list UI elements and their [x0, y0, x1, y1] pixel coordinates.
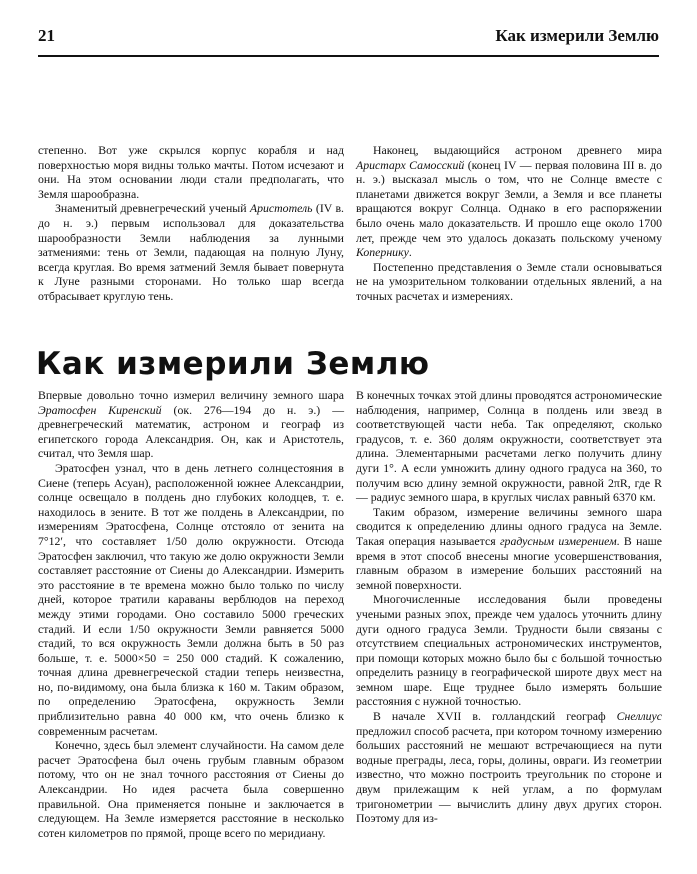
paragraph: В конечных точках этой длины проводятся астрономические наблюдения, например, Солнца в полдень или звезд в соответствующей части неба. Так определяют, сколько градусов, т. е. 360 долям окружности, соответствует эта длина. Элементарными расчетами легко получить длину дуги 1°. А если умножить длину одного градуса на 360, то получим всю длину земной окружности, равной 2πR, где R — радиус земного шара, в круглых числах равный 6370 км. — [356, 388, 662, 505]
bottom-left-column — [38, 388, 344, 840]
text-run: Наконец, выдающийся астроном древнего мира — [373, 143, 662, 157]
paragraph — [38, 201, 344, 303]
text-run: (ок. 276—194 до н. э.) — древнегреческий математик, астроном и географ из египетского города Александрия. Он, как и Аристотель, считал, что Земля шар. — [38, 402, 344, 461]
text-run: . — [408, 245, 412, 260]
term: градусным измерением — [499, 533, 617, 548]
text-run: (IV в. до н. э.) первым использовал для доказательства шарообразности Земли наблюдения за лунными затмениями: тень от Земли, падающая на полную Луну, всегда круглая. Во время затмений Земля бывает повернута к Луне разными сторонами. Но только шар всегда отбрасывает круглую тень. — [38, 201, 344, 303]
paragraph: Эратосфен узнал, что в день летнего солнцестояния в Сиене (теперь Асуан), расположенной южнее Александрии, солнце освещало в полдень дно глубоких колодцев, т. е. находилось в зените. В тот же полдень в Александрии, по измерениям Эратосфена, Солнце отстояло от зенита на 7°12′, что составляет 1/50 долю окружности. Отсюда Эратосфен заключил, что такую же долю окружности Земли составляет расстояние от Сиены до Александрии. Измерить это расстояние в те времена можно было только по числу дней, которое тратили караваны верблюдов на переход между этими городами. Оно составило 5000 греческих стадий. И если 1/50 окружности Земли равняется 5000 стадий, то вся окружность Земли должна быть в 50 раз больше, т. е. 5000×50 = 250 000 стадий. К сожалению, точная длина древнегреческой стадии теперь неизвестна, но, по-видимому, она была близка к 160 м. Таким образом, по определению Эратосфена, окружность Земли приблизительно равна 40 000 км, что очень близко к современным расчетам. — [38, 460, 344, 738]
paragraph — [38, 388, 344, 461]
person-name: Снеллиус — [616, 709, 662, 724]
paragraph — [356, 505, 662, 593]
person-name: Копернику — [356, 245, 409, 260]
person-name: Аристотель — [249, 201, 313, 216]
section-title: Как измерили Землю — [36, 346, 430, 382]
text-run: (конец IV — первая половина III в. до н. э.) высказал мысль о том, что не Солнце вместе с планетами движется вокруг Земли, а Земля и все планеты вращаются вокруг Солнца. Однако в его распоряжении было очень мало доказательств. И прошло еще около 1700 лет, прежде чем это удалось доказать польскому ученому — [356, 157, 662, 245]
header-rule — [38, 55, 659, 57]
paragraph: Многочисленные исследования были проведены учеными разных эпох, прежде чем удалось уточнить длину дуги одного градуса Земли. Трудности были связаны с отсутствием специальных астрономических инструментов, при помощи которых можно было бы с большой точностью определить разницу в географической широте двух мест на земном шаре. Еще труднее было измерять большие расстояния с нужной точностью. — [356, 592, 662, 709]
text-run: Впервые довольно точно измерил величину земного шара — [38, 388, 344, 402]
page-number: 21 — [38, 26, 55, 45]
text-run: Таким образом, измерение величины земного шара сводится к определению длины одного градуса на Земле. Такая операция называется — [356, 504, 662, 548]
person-name: Эратосфен Киренский — [38, 402, 162, 417]
top-right-column — [356, 143, 662, 304]
paragraph: Постепенно представления о Земле стали основываться не на умозрительном толковании отдельных явлений, а на точных расчетах и измерениях. — [356, 259, 662, 303]
text-run: . В наше время в этот способ внесены многие усовершенствования, главным образом в измерение больших расстояний на земной поверхности. — [356, 533, 662, 592]
person-name: Аристарх Самосский — [356, 157, 465, 172]
running-title: Как измерили Землю — [495, 26, 659, 45]
text-run: предложил способ расчета, при котором точному измерению больших расстояний не мешают встречающиеся на пути водные преграды, леса, горы, долины, овраги. Из геометрии известно, что можно построить треугольник по стороне и двум прилежащим к ней углам, а по формулам тригонометрии — вычислить длину двух других сторон. Поэтому для из- — [356, 723, 662, 826]
text-run: В начале XVII в. голландский географ — [373, 709, 617, 724]
paragraph — [356, 143, 662, 260]
bottom-right-column — [356, 388, 662, 826]
paragraph: степенно. Вот уже скрылся корпус корабля и над поверхностью моря видны только мачты. Потом исчезают и они. На этом основании люди стали предполагать, что Земля шарообразна. — [38, 143, 344, 201]
paragraph — [356, 709, 662, 826]
text-run: Знаменитый древнегреческий ученый — [55, 201, 250, 216]
paragraph: Конечно, здесь был элемент случайности. На самом деле расчет Эратосфена был очень грубым главным образом потому, что он не знал точного расстояния от Сиены до Александрии. Но идея расчета была совершенно правильной. Она применяется поныне и заключается в следующем. На Земле измеряется расстояние в несколько сотен километров по прямой, проще всего по меридиану. — [38, 738, 344, 840]
top-left-column — [38, 143, 344, 304]
